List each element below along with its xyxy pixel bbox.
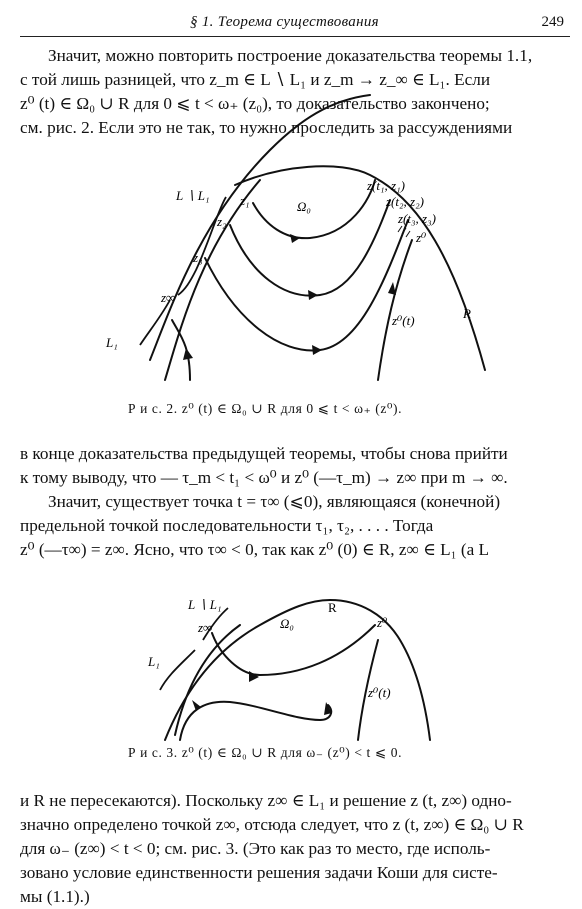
- label-z2: z₂: [217, 214, 227, 229]
- label-L-minus-L1: L ∖ L₁: [176, 188, 210, 203]
- paragraph-3: [20, 789, 566, 909]
- text-line: значно определено точкой z∞, отсюда следует, что z (t, z∞) ∈ Ω₀ ∪ R: [20, 815, 524, 834]
- label-zinf: z∞: [198, 620, 213, 635]
- label-omega0: Ω₀: [280, 616, 294, 631]
- trajectory-2: [230, 200, 390, 296]
- figure-2-diagram: [0, 140, 582, 440]
- text-line: Значит, можно повторить построение доказательства теоремы 1.1,: [48, 46, 533, 65]
- brace-L-minus-L1: [178, 197, 226, 295]
- label-L1: L₁: [106, 335, 118, 350]
- label-zt1: z(t₁, z₁): [367, 178, 405, 193]
- label-R: R: [328, 600, 337, 615]
- text-line: z⁰ (t) ∈ Ω₀ ∪ R для 0 ⩽ t < ω₊ (z₀), то доказательство закончено;: [20, 94, 490, 113]
- text-line: с той лишь разницей, что z_m ∈ L ∖ L₁ и z_m → z_∞ ∈ L₁. Если: [20, 70, 491, 89]
- arrow-head: [388, 282, 396, 295]
- header-title: § 1. Теорема существования: [190, 14, 379, 30]
- label-zt2: z(t₂, z₂): [386, 194, 424, 209]
- trajectory-lower: [180, 702, 331, 740]
- label-omega0: Ω₀: [297, 199, 311, 214]
- trajectory-zinf: [212, 625, 375, 675]
- arrow-head: [249, 671, 259, 682]
- page-number: 249: [541, 14, 564, 30]
- label-z0t: z⁰(t): [368, 685, 391, 700]
- text-line: мы (1.1).): [20, 887, 90, 906]
- label-zinf: z∞: [161, 290, 176, 305]
- figure-2-caption: Р и с. 2. z⁰ (t) ∈ Ω₀ ∪ R для 0 ⩽ t < ω₊ (z⁰).: [128, 401, 403, 416]
- label-z0t: z⁰(t): [392, 313, 415, 328]
- arrow-head: [308, 290, 318, 300]
- text-line: и R не пересекаются). Поскольку z∞ ∈ L₁ и решение z (t, z∞) одно-: [20, 791, 512, 810]
- text-line: в конце доказательства предыдущей теоремы, чтобы снова прийти: [20, 444, 508, 463]
- paragraph-1: [20, 44, 566, 140]
- text-line: Значит, существует точка t = τ∞ (⩽0), являющаяся (конечной): [48, 492, 501, 511]
- arrow-head: [192, 700, 201, 711]
- label-z3: z₃: [193, 250, 203, 265]
- running-header: [20, 14, 570, 37]
- text-line: для ω₋ (z∞) < t < 0; см. рис. 3. (Это как раз то место, где исполь-: [20, 839, 491, 858]
- label-R: R: [463, 306, 471, 321]
- text-line: предельной точкой последовательности τ₁, τ₂, . . . . Тогда: [20, 516, 434, 535]
- hatch-mark: [398, 226, 402, 232]
- figure-3-diagram: [0, 565, 582, 755]
- label-L-minus-L1: L ∖ L₁: [188, 597, 222, 612]
- arrow-head: [290, 234, 300, 243]
- figure-3-caption: Р и с. 3. z⁰ (t) ∈ Ω₀ ∪ R для ω₋ (z⁰) < t ⩽ 0.: [128, 745, 403, 760]
- brace-L1: [160, 650, 195, 690]
- curve-outer-boundary: [175, 625, 240, 735]
- text-line: зовано условие единственности решения задачи Коши для систе-: [20, 863, 498, 882]
- arrow-head: [312, 345, 322, 355]
- label-zt3: z(t₃, z₃): [398, 211, 436, 226]
- label-z1: z₁: [240, 193, 250, 208]
- trajectory-1: [253, 180, 375, 238]
- curve-outer-boundary: [165, 180, 260, 380]
- paragraph-2: [20, 442, 566, 562]
- arrow-head: [183, 348, 193, 360]
- label-z0: z⁰: [377, 615, 388, 630]
- hatch-mark: [406, 231, 410, 237]
- label-L1: L₁: [148, 654, 160, 669]
- text-line: z⁰ (—τ∞) = z∞. Ясно, что τ∞ < 0, так как z⁰ (0) ∈ R, z∞ ∈ L₁ (а L: [20, 540, 490, 559]
- label-z0: z⁰: [416, 230, 427, 245]
- text-line: к тому выводу, что — τ_m < t₁ < ω⁰ и z⁰ (—τ_m) → z∞ при m → ∞.: [20, 468, 508, 487]
- text-line: см. рис. 2. Если это не так, то нужно проследить за рассуждениями: [20, 118, 513, 137]
- trajectory-z0: [378, 240, 412, 380]
